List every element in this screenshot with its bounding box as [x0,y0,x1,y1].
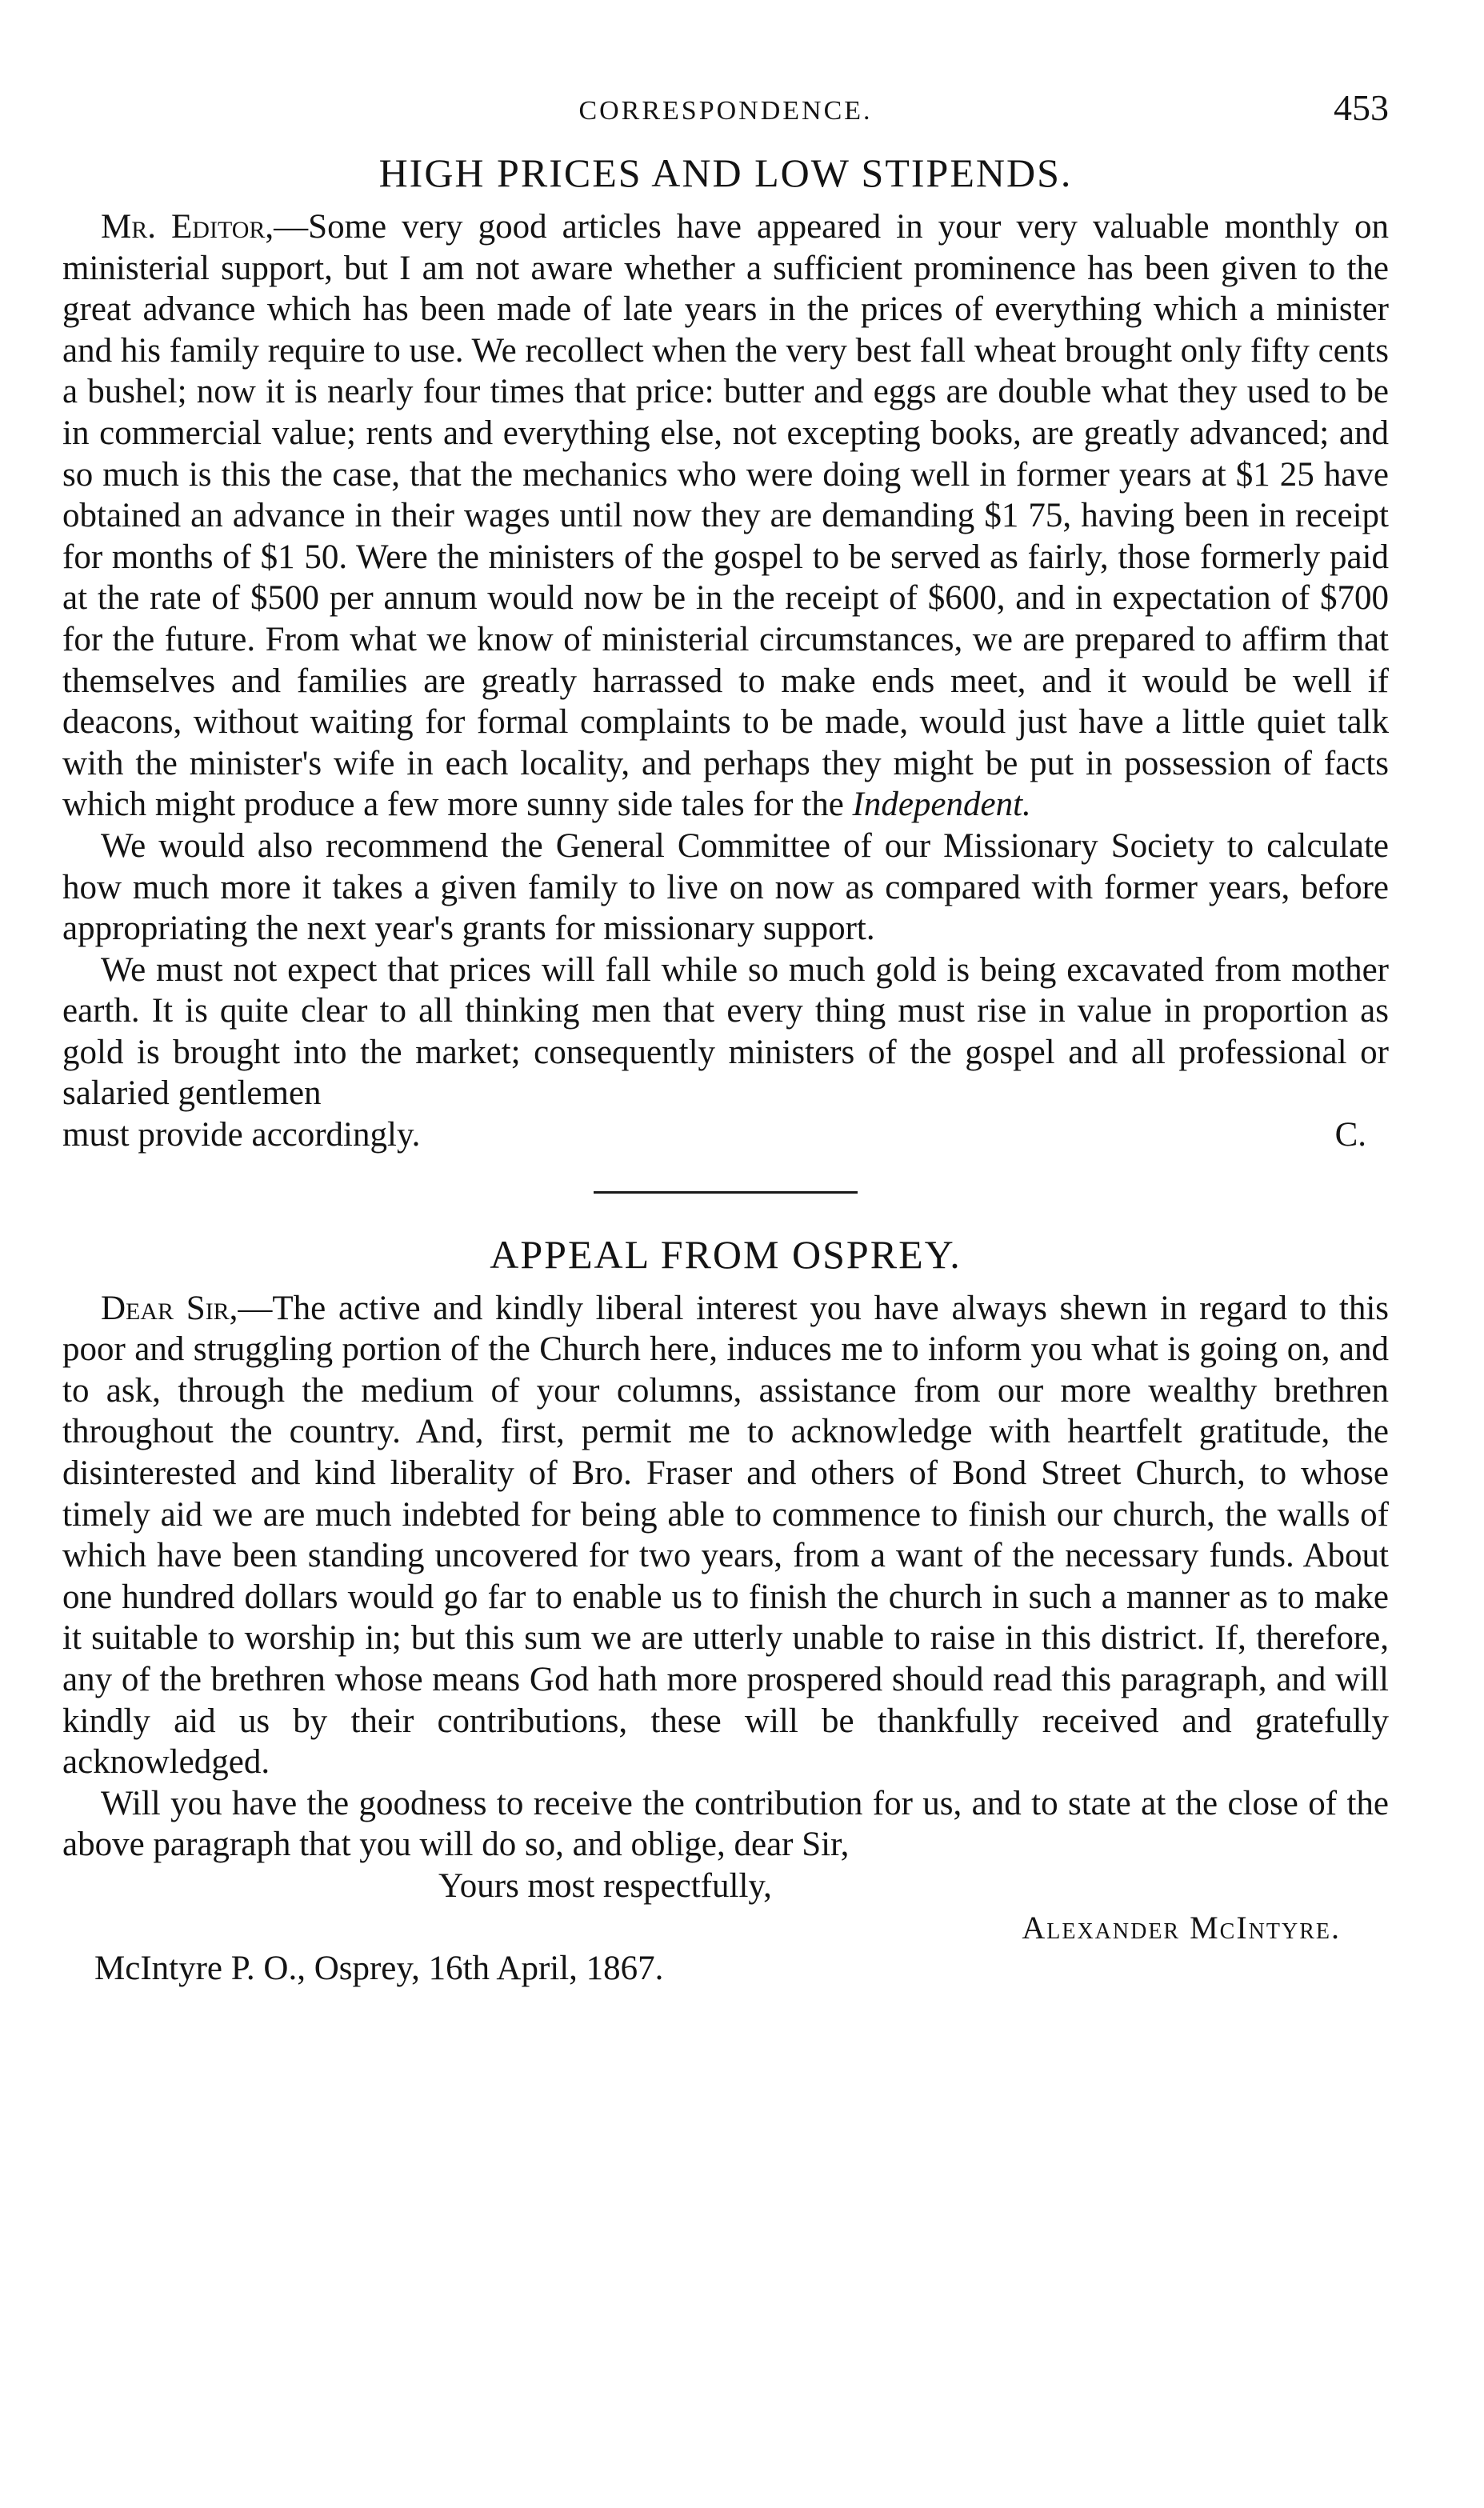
paragraph [62,1288,1389,1783]
paragraph: Will you have the goodness to receive the contribution for us, and to state at the close of the above paragraph that you will do so, and oblige, dear Sir, [62,1784,1389,1864]
author-signature: Alexander McIntyre. [1022,1909,1341,1946]
salutation: Dear Sir, [101,1289,238,1327]
author-initial: C. [1334,1116,1366,1154]
paragraph [62,206,1389,826]
paragraph: We must not expect that prices will fall while so much gold is being excavated from mother earth. It is quite clear to all thinking men that every thing must rise in value in proportion as gold is brought into the market; consequently ministers of the gospel and all professional or salaried gentlemen [62,950,1389,1113]
italic-title: Independent. [852,786,1031,824]
salutation: Mr. Editor, [101,208,274,246]
paragraph: We would also recommend the General Committee of our Missionary Society to calculate how much more it takes a given family to live on now as compared with former years, before appropriating the next year's grants for missionary support. [62,826,1389,948]
dateline: McIntyre P. O., Osprey, 16th April, 1867. [94,1950,664,1988]
paragraph-last-line: must provide accordingly. [62,1116,421,1154]
closing-salutation: Yours most respectfully, [438,1866,772,1905]
article-body-high-prices [62,206,1389,1156]
section-divider [594,1191,858,1194]
article-title-appeal: APPEAL FROM OSPREY. [490,1231,962,1277]
page-number: 453 [1334,87,1389,128]
paragraph-text: —The active and kindly liberal interest you have always shewn in regard to this poor and struggling portion of the Church here, induces me to inform you what is going on, and to ask, through the medium of your columns, assistance from our more wealthy brethren throughout the country. And, first, permit me to acknowledge with heartfelt gratitude, the disinterested and kind liberality of Bro. Fraser and others of Bond Street Church, to whose timely aid we are much indebted for being able to commence to finish our church, the walls of which have been standing uncovered for two years, from a want of the necessary funds. About one hundred dollars would go far to enable us to finish the church in such a manner as to make it suitable to worship in; but this sum we are utterly unable to raise in this district. If, therefore, any of the brethren whose means God hath more prospered should read this paragraph, and will kindly aid us by their contributions, these will be thankfully received and gratefully acknowledged. [62,1289,1389,1782]
article-body-appeal [62,1288,1389,1866]
document-page [62,80,1389,1990]
closing-line [62,1114,1389,1156]
article-title-high-prices: HIGH PRICES AND LOW STIPENDS. [378,150,1073,195]
running-title: CORRESPONDENCE. [578,96,873,126]
running-head [62,80,1389,136]
paragraph-text: —Some very good articles have appeared in your very valuable monthly on ministerial support, but I am not aware whether a sufficient prominence has been given to the great advance which has been made of late years in the prices of everything which a minister and his family require to use. We recollect when the very best fall wheat brought only fifty cents a bushel; now it is nearly four times that price: butter and eggs are double what they used to be in commercial value; rents and everything else, not excepting books, are greatly advanced; and so much is this the case, that the mechanics who were doing well in former years at $1 25 have obtained an advance in their wages until now they are demanding $1 75, having been in receipt for months of $1 50. Were the ministers of the gospel to be served as fairly, those formerly paid at the rate of $500 per annum would now be in the receipt of $600, and in expectation of $700 for the future. From what we know of ministerial circumstances, we are prepared to affirm that themselves and families are greatly harrassed to make ends meet, and it would be well if deacons, without waiting for formal complaints to be made, would just have a little quiet talk with the minister's wife in each locality, and perhaps they might be put in possession of facts which might produce a few more sunny side tales for the [62,208,1389,824]
